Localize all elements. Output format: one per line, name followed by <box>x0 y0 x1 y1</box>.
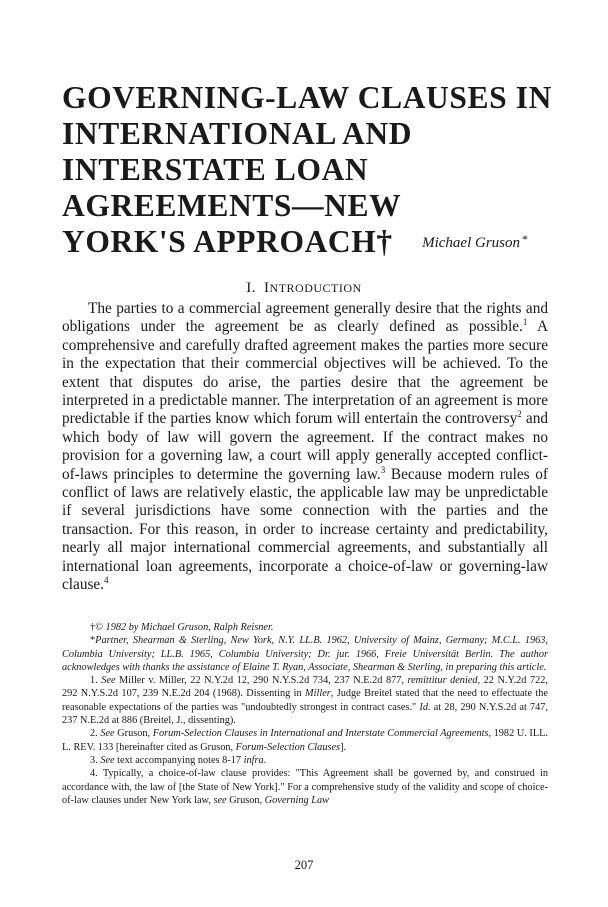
footnote-3: 3. See text accompanying notes 8-17 infra. <box>90 754 267 766</box>
body-text <box>62 300 548 595</box>
footnotes <box>62 621 548 807</box>
title-line: AGREEMENTS—NEW <box>62 188 402 223</box>
author-footnote-mark: * <box>522 232 528 246</box>
footnote-star: *Partner, Shearman & Sterling, New York, N.Y. LL.B. 1962, University of Mainz, Germany; M.C.L. 1963, Columbia University; LL.B. 1965, Columbia University; Dr. jur. 1966, Freie Universität Berlin. The author acknowledges with thanks the assistance of Elaine T. Ryan, Associate, Shearman & Sterling, in preparing this article. <box>62 635 548 673</box>
footnote-ref[interactable]: 1 <box>522 317 528 328</box>
author-byline <box>422 232 528 252</box>
title-line: GOVERNING-LAW CLAUSES IN <box>62 80 552 115</box>
section-title: INTRODUCTION <box>264 280 362 296</box>
section-heading <box>0 280 608 297</box>
footnote-4: 4. Typically, a choice-of-law clause provides: "This Agreement shall be governed by, and construed in accordance with, the law of [the State of New York]." For a comprehensive study of the validity and scope of choice-of-law clauses under New York law, see Gruson, Governing Law <box>62 768 549 806</box>
author-name: Michael Gruson <box>422 235 520 251</box>
title-line: INTERSTATE LOAN <box>62 152 369 187</box>
section-number: I. <box>246 280 257 296</box>
page-number: 207 <box>294 858 314 872</box>
footnote-ref[interactable]: 4 <box>104 575 109 586</box>
footnote-ref[interactable]: 3 <box>380 464 386 475</box>
footnote-ref[interactable]: 2 <box>517 409 522 420</box>
footnote-1: 1. See Miller v. Miller, 22 N.Y.2d 12, 290 N.Y.S.2d 734, 237 N.E.2d 877, remittitur denied, 22 N.Y.2d 722, 292 N.Y.S.2d 107, 239 N.E.2d 204 (1968). Dissenting in Miller, Judge Breitel stated that the need to effectuate the reasonable expectations of the parties was "undoubtedly strongest in contract cases." Id. at 28, 290 N.Y.S.2d at 747, 237 N.E.2d at 886 (Breitel, J., dissenting). <box>62 675 548 727</box>
title-line: YORK'S APPROACH† <box>62 224 393 259</box>
title-line: INTERNATIONAL AND <box>62 116 413 151</box>
footnote-2: 2. See Gruson, Forum-Selection Clauses in International and Interstate Commercial Agreements, 1982 U. ILL. L. REV. 133 [hereinafter cited as Gruson, Forum-Selection Clauses]. <box>62 728 548 753</box>
footnote-dagger: †© 1982 by Michael Gruson, Ralph Reisner. <box>90 622 274 633</box>
body-paragraph: The parties to a commercial agreement generally desire that the rights and obligations under the agreement be as clearly defined as possible.$^1$ A comprehensive and carefully drafted agreement makes the parties more secure in the expectation that their commercial objectives will be achieved. To the extent that disputes do arise, the parties desire that the agreement be interpreted in a predictable manner. The interpretation of an agreement is more predictable if the parties know which forum will entertain the controversy$^2$ and which body of law will govern the agreement. If the contract makes no provision for a governing law, a court will apply generally accepted conflict-of-laws principles to determine the governing law.$^3$ Because modern rules of conflict of laws are relatively elastic, the applicable law may be unpredictable if several jurisdictions have some connection with the parties and the transaction. For this reason, in order to increase certainty and predictability, nearly all major international commercial agreements, and substantially all international loan agreements, incorporate a choice-of-law or governing-law clause.$^4$ <box>62 300 549 594</box>
